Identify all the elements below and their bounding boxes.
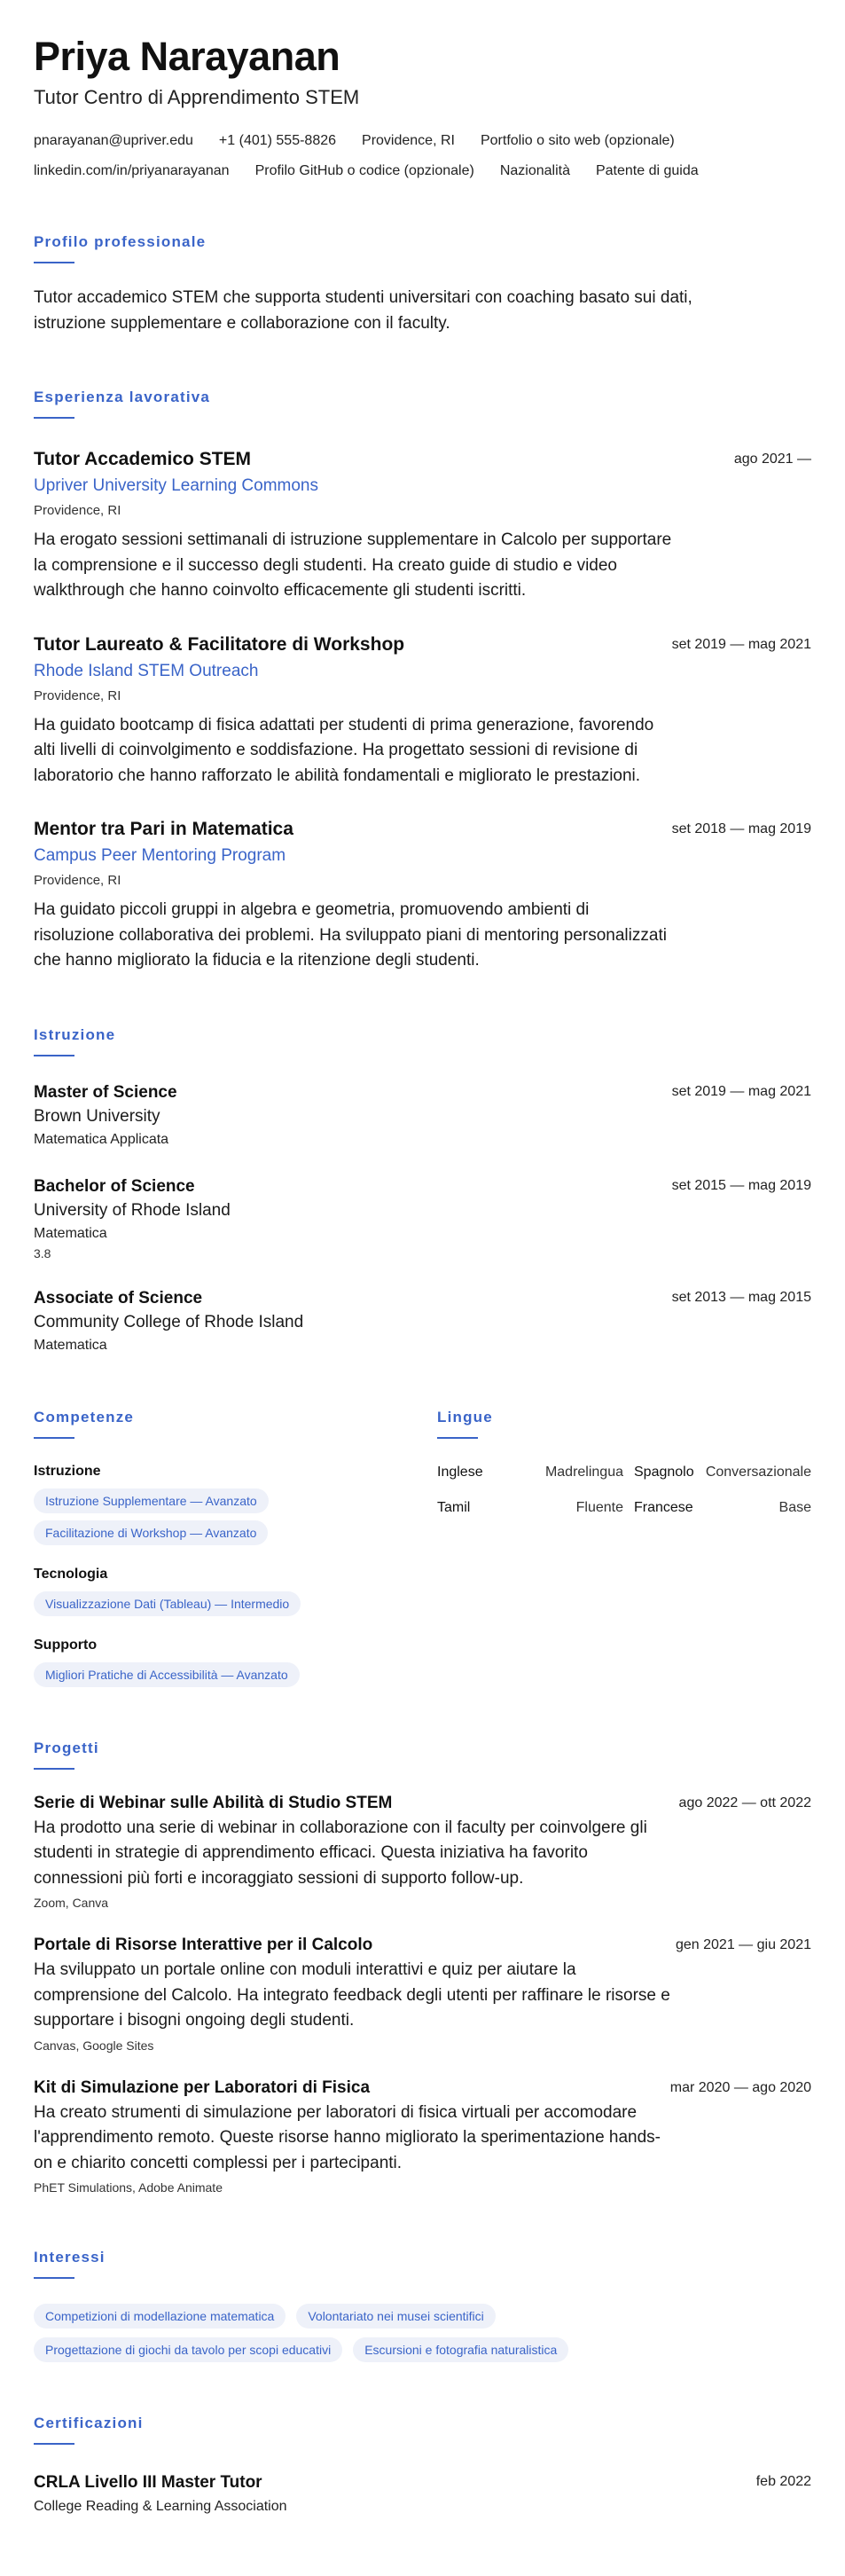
profile-summary: Tutor accademico STEM che supporta studenti universitari con coaching basato sui dati, istruzione supplementare e collaborazione con il faculty. bbox=[34, 288, 692, 333]
section-heading: Certificazioni bbox=[34, 2415, 144, 2431]
project-title: Kit di Simulazione per Laboratori di Fisica bbox=[34, 2077, 371, 2097]
certification-date: feb 2022 bbox=[755, 2474, 811, 2489]
section-divider bbox=[34, 262, 74, 263]
education-item bbox=[34, 1287, 811, 1356]
skill-group-name: Istruzione bbox=[34, 1463, 101, 1479]
certification-issuer: College Reading & Learning Association bbox=[34, 2499, 287, 2514]
experience-item bbox=[34, 817, 811, 974]
section-heading: Progetti bbox=[34, 1739, 99, 1756]
job-description: Ha erogato sessioni settimanali di istruzione supplementare in Calcolo per supportare la comprensione e il successo degli studenti. Ha creato guide di studio e video walkthrough che hanno coinvolto efficacemente gli studenti iscritti. bbox=[34, 530, 672, 600]
project-tools: Zoom, Canva bbox=[34, 1896, 109, 1910]
skill-group bbox=[34, 1636, 437, 1687]
skill-chip: Istruzione Supplementare — Avanzato bbox=[34, 1488, 269, 1513]
project-title: Serie di Webinar sulle Abilità di Studio STEM bbox=[34, 1793, 393, 1812]
language-name: Inglese bbox=[437, 1464, 483, 1480]
degree: Associate of Science bbox=[34, 1288, 203, 1308]
field-of-study: Matematica bbox=[34, 1337, 107, 1353]
project-title: Portale di Risorse Interattive per il Calcolo bbox=[34, 1936, 373, 1954]
project-dates: mar 2020 — ago 2020 bbox=[669, 2079, 811, 2095]
experience-item bbox=[34, 632, 811, 789]
interest-chip: Escursioni e fotografia naturalistica bbox=[353, 2337, 568, 2362]
contact-nationality: Nazionalità bbox=[499, 163, 570, 178]
job-description: Ha guidato piccoli gruppi in algebra e geometria, promuovendo ambienti di risoluzione collaborativa dei problemi. Ha sviluppato piani di mentoring personalizzati che hanno migliorato la fiducia e la ritenzione degli studenti. bbox=[34, 900, 667, 970]
projects-section bbox=[34, 1739, 811, 2197]
interests-section bbox=[34, 2248, 811, 2362]
job-title: Tutor Laureato & Facilitatore di Workshop bbox=[34, 633, 405, 655]
languages-grid bbox=[437, 1462, 811, 1519]
job-dates: set 2019 — mag 2021 bbox=[671, 636, 811, 652]
education-dates: set 2013 — mag 2015 bbox=[671, 1289, 811, 1305]
skill-group-name: Tecnologia bbox=[34, 1566, 108, 1582]
experience-section bbox=[34, 388, 811, 974]
language-level: Base bbox=[778, 1499, 811, 1515]
profile-section bbox=[34, 232, 811, 336]
degree: Master of Science bbox=[34, 1082, 177, 1102]
school: Community College of Rhode Island bbox=[34, 1312, 304, 1331]
section-heading: Lingue bbox=[437, 1408, 493, 1425]
job-location: Providence, RI bbox=[34, 873, 121, 888]
contact-info bbox=[34, 131, 796, 181]
field-of-study: Matematica Applicata bbox=[34, 1131, 169, 1147]
job-location: Providence, RI bbox=[34, 503, 121, 518]
skills-section bbox=[34, 1408, 437, 1687]
interests-list bbox=[34, 2304, 654, 2362]
project-description: Ha sviluppato un portale online con moduli interattivi e quiz per aiutare la comprensione del Calcolo. Ha integrato feedback degli utenti per raffinare le risorse e supportare i bisogni ongoing degli studenti. bbox=[34, 1960, 670, 2030]
degree: Bachelor of Science bbox=[34, 1176, 195, 1196]
skill-group bbox=[34, 1565, 437, 1616]
employer-link[interactable]: Campus Peer Mentoring Program bbox=[34, 846, 286, 865]
project-item bbox=[34, 1935, 811, 2054]
section-divider bbox=[34, 1768, 74, 1770]
interest-chip: Volontariato nei musei scientifici bbox=[296, 2304, 495, 2329]
school: University of Rhode Island bbox=[34, 1200, 231, 1220]
project-dates: ago 2022 — ott 2022 bbox=[678, 1795, 811, 1810]
resume-header bbox=[34, 34, 811, 181]
contact-phone[interactable]: +1 (401) 555-8826 bbox=[218, 133, 337, 148]
project-description: Ha creato strumenti di simulazione per laboratori di fisica virtuali per accomodare l'apprendimento remoto. Queste risorse hanno migliorato la sperimentazione hands-on e chiarito concetti complessi per i partecipanti. bbox=[34, 2102, 661, 2172]
employer-link[interactable]: Rhode Island STEM Outreach bbox=[34, 661, 259, 680]
project-tools: PhET Simulations, Adobe Animate bbox=[34, 2180, 223, 2195]
education-dates: set 2015 — mag 2019 bbox=[671, 1177, 811, 1193]
section-heading: Profilo professionale bbox=[34, 233, 207, 250]
language-name: Francese bbox=[634, 1499, 693, 1515]
skill-group-name: Supporto bbox=[34, 1637, 98, 1653]
experience-item bbox=[34, 447, 811, 604]
contact-portfolio[interactable]: Portfolio o sito web (opzionale) bbox=[480, 133, 675, 148]
skill-chip: Facilitazione di Workshop — Avanzato bbox=[34, 1520, 268, 1545]
section-heading: Interessi bbox=[34, 2249, 106, 2266]
project-item bbox=[34, 1793, 811, 1912]
skill-chip: Migliori Pratiche di Accessibilità — Avanzato bbox=[34, 1662, 300, 1687]
job-dates: set 2018 — mag 2019 bbox=[671, 821, 811, 836]
contact-linkedin[interactable]: linkedin.com/in/priyanarayanan bbox=[34, 163, 230, 178]
education-dates: set 2019 — mag 2021 bbox=[671, 1083, 811, 1099]
candidate-title: Tutor Centro di Apprendimento STEM bbox=[34, 86, 360, 108]
job-location: Providence, RI bbox=[34, 687, 121, 703]
section-divider bbox=[437, 1437, 478, 1439]
employer-link[interactable]: Upriver University Learning Commons bbox=[34, 476, 318, 495]
certification-item bbox=[34, 2471, 811, 2517]
language-level: Conversazionale bbox=[705, 1464, 811, 1480]
certification-name: CRLA Livello III Master Tutor bbox=[34, 2473, 262, 2492]
section-divider bbox=[34, 417, 74, 419]
certifications-section bbox=[34, 2414, 811, 2517]
contact-email[interactable]: pnarayanan@upriver.edu bbox=[34, 133, 193, 148]
section-divider bbox=[34, 2443, 74, 2445]
interest-chip: Progettazione di giochi da tavolo per scopi educativi bbox=[34, 2337, 342, 2362]
section-heading: Istruzione bbox=[34, 1025, 116, 1043]
section-divider bbox=[34, 2277, 74, 2279]
language-name: Tamil bbox=[437, 1499, 471, 1515]
contact-driving-license: Patente di guida bbox=[595, 163, 699, 178]
school: Brown University bbox=[34, 1106, 160, 1126]
education-section bbox=[34, 1025, 811, 1356]
skill-chip: Visualizzazione Dati (Tableau) — Intermedio bbox=[34, 1591, 301, 1616]
skill-group bbox=[34, 1462, 437, 1545]
gpa: 3.8 bbox=[34, 1245, 51, 1261]
project-item bbox=[34, 2077, 811, 2197]
skills-languages-row bbox=[34, 1408, 811, 1687]
project-description: Ha prodotto una serie di webinar in collaborazione con il faculty per coinvolgere gli studenti in strategie di apprendimento efficaci. Questa iniziativa ha favorito connessioni più forti e incoraggiato sessioni di supporto follow-up. bbox=[34, 1818, 647, 1888]
field-of-study: Matematica bbox=[34, 1225, 107, 1241]
job-dates: ago 2021 — bbox=[733, 452, 811, 467]
interest-chip: Competizioni di modellazione matematica bbox=[34, 2304, 286, 2329]
job-title: Mentor tra Pari in Matematica bbox=[34, 819, 293, 839]
language-level: Madrelingua bbox=[544, 1464, 623, 1480]
language-name: Spagnolo bbox=[634, 1464, 694, 1480]
project-tools: Canvas, Google Sites bbox=[34, 2038, 154, 2053]
job-title: Tutor Accademico STEM bbox=[34, 449, 252, 469]
languages-section bbox=[437, 1408, 811, 1687]
candidate-name: Priya Narayanan bbox=[34, 34, 340, 79]
contact-github[interactable]: Profilo GitHub o codice (opzionale) bbox=[254, 163, 474, 178]
section-heading: Esperienza lavorativa bbox=[34, 389, 211, 405]
section-heading: Competenze bbox=[34, 1408, 135, 1425]
section-divider bbox=[34, 1437, 74, 1439]
section-divider bbox=[34, 1055, 74, 1056]
job-description: Ha guidato bootcamp di fisica adattati per studenti di prima generazione, favorendo alti livelli di coinvolgimento e soddisfazione. Ha progettato sessioni di revisione di laboratorio che hanno rafforzato le abilità fondamentali e migliorato le prestazioni. bbox=[34, 715, 654, 785]
project-dates: gen 2021 — giu 2021 bbox=[675, 1937, 811, 1952]
education-item bbox=[34, 1175, 811, 1262]
contact-location: Providence, RI bbox=[362, 133, 455, 148]
language-level: Fluente bbox=[575, 1499, 623, 1515]
education-item bbox=[34, 1081, 811, 1151]
